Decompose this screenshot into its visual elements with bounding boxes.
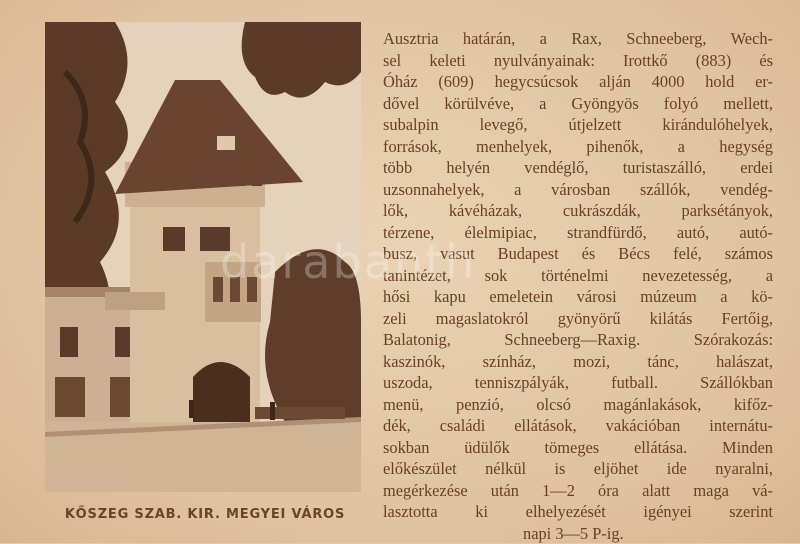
text-line: uzsonnahelyek, a városban szállók, vendég- [383,179,773,201]
text-line: források, menhelyek, pihenők, a hegység [383,136,773,158]
text-line: megérkezése után 1—2 óra alatt maga vá- [383,480,773,502]
text-line: tanintézet, sok történelmi nevezetesség, a [383,265,773,287]
text-line: napi 3—5 P-ig. [383,523,773,544]
text-line: subalpin levegő, útjelzett kirándulóhelyek, [383,114,773,136]
text-line: térzene, élelmipiac, strandfürdő, autó, autó- [383,222,773,244]
text-line: lasztotta ki elhelyezését igényei szerint [383,501,773,523]
photo-caption: KŐSZEG SZAB. KIR. MEGYEI VÁROS [45,507,365,522]
text-line: kaszinók, színház, mozi, tánc, halászat, [383,351,773,373]
description-text [383,28,773,544]
tower-illustration [45,22,361,492]
text-line: lők, kávéházak, cukrászdák, parksétányok, [383,200,773,222]
text-line: Ausztria határán, a Rax, Schneeberg, Wech- [383,28,773,50]
text-line: uszoda, tenniszpályák, futball. Szállókban [383,372,773,394]
text-line: dék, családi ellátások, vakációban internátu- [383,415,773,437]
text-line: dővel körülvéve, a Gyöngyös folyó mellett, [383,93,773,115]
text-line: Balatonig, Schneeberg—Raxig. Szórakozás: [383,329,773,351]
text-line: menü, penzió, olcsó magánlakások, kifőz- [383,394,773,416]
text-line: busz, vasut Budapest és Bécs felé, számos [383,243,773,265]
photo-heroes-gate-tower [45,22,361,492]
text-line: sel keleti nyulványainak: Irottkő (883) és [383,50,773,72]
text-line: hősi kapu emeletein városi múzeum a kö- [383,286,773,308]
text-line: zeli magaslatokról gyönyörű kilátás Fertőig, [383,308,773,330]
text-line: több helyén vendéglő, turistaszálló, erdei [383,157,773,179]
text-line: Óház (609) hegycsúcsok alján 4000 hold er- [383,71,773,93]
watermark: darabanth [220,235,476,289]
text-line: sokban üdülők tömeges ellátása. Minden [383,437,773,459]
text-line: előkészület nélkül is eljöhet ide nyaralni, [383,458,773,480]
